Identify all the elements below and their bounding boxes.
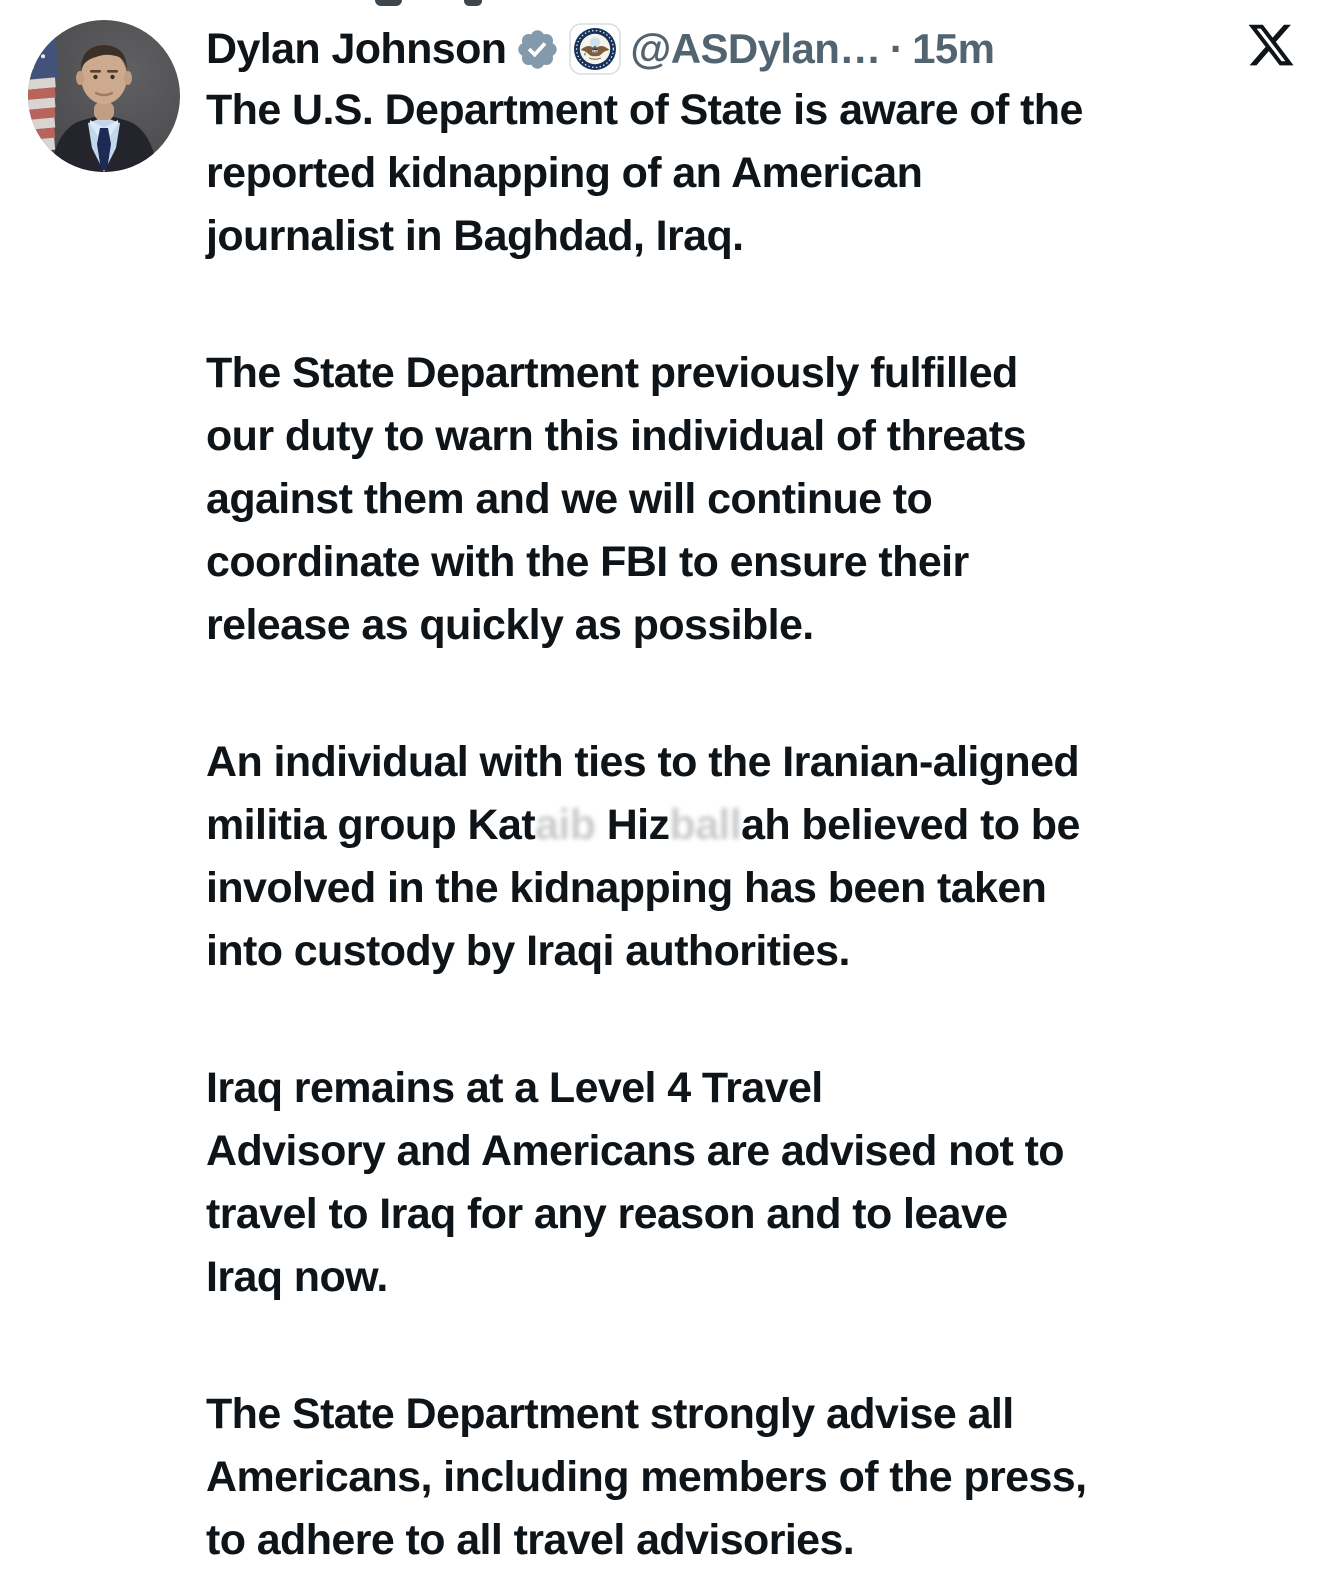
cropped-text-remnant [464,0,482,6]
tweet-line: into custody by Iraqi authorities. [206,927,850,975]
tweet-line: reported kidnapping of an American [206,149,923,197]
cropped-text-remnant [375,0,402,6]
tweet-text [206,79,1320,1572]
redacted-smudge: aib [535,801,596,849]
tweet-line: journalist in Baghdad, Iraq. [206,212,744,260]
tweet-line: Iraq remains at a Level 4 Travel [206,1064,823,1112]
tweet-line: The U.S. Department of State is aware of the [206,86,1083,134]
seal-check-icon [515,27,560,72]
redacted-smudge: ball [669,801,742,849]
x-glyph [1246,20,1296,70]
verified-badge[interactable] [515,27,560,72]
us-state-department-seal-icon [569,23,621,75]
handle-group [630,25,994,73]
display-name[interactable]: Dylan Johnson [206,24,507,73]
separator-dot: · [889,25,904,72]
tweet-line: The State Department strongly advise all [206,1390,1014,1438]
tweet-line: travel to Iraq for any reason and to leave [206,1190,1008,1238]
affiliate-badge[interactable] [569,23,621,75]
tweet-paragraph [206,79,1320,268]
tweet-line: to adhere to all travel advisories. [206,1516,855,1564]
user-handle[interactable]: @ASDylan… [630,25,881,72]
x-logo-icon[interactable] [1246,20,1296,70]
timestamp[interactable]: 15m [912,25,995,72]
tweet-paragraph [206,1057,1320,1309]
avatar-illustration [28,20,180,172]
tweet-line-redacted [206,794,1320,857]
tweet-line: against them and we will continue to [206,475,933,523]
redacted-post: ah believed to be [741,801,1080,849]
tweet-line: our duty to warn this individual of threats [206,412,1026,460]
redacted-pre: militia group Kat [206,801,536,849]
tweet-paragraph [206,1383,1320,1572]
avatar[interactable] [28,20,180,172]
redacted-mid: Hiz [595,801,670,849]
tweet-line: involved in the kidnapping has been taken [206,864,1047,912]
tweet-line: Iraq now. [206,1253,388,1301]
tweet-line: Advisory and Americans are advised not to [206,1127,1064,1175]
tweet-line: coordinate with the FBI to ensure their [206,538,969,586]
tweet-header [206,18,994,80]
tweet-paragraph [206,731,1320,983]
tweet-line: An individual with ties to the Iranian-aligned [206,738,1080,786]
tweet-line: The State Department previously fulfilled [206,349,1018,397]
tweet-line: release as quickly as possible. [206,601,814,649]
tweet-paragraph [206,342,1320,657]
tweet-line: Americans, including members of the press, [206,1453,1087,1501]
